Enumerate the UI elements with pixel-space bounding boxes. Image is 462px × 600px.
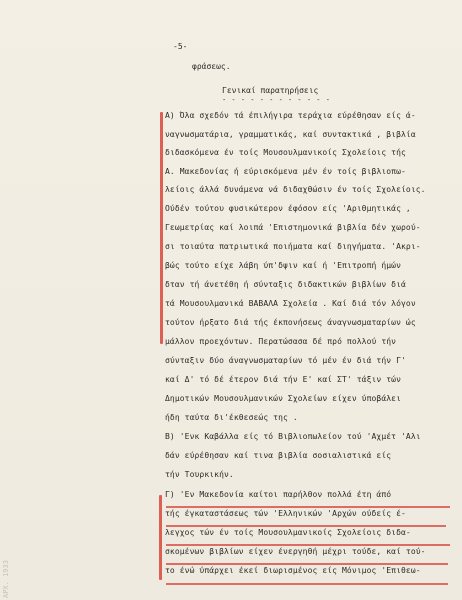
red-underline-5 bbox=[166, 583, 448, 585]
text-line-14: σύνταξιν δύο άναγνωσματαρίων τό μέν έν διά τήν Γ' bbox=[165, 356, 406, 365]
text-line-16: Δημοτικών Μουσουλμανικών Σχολείων είχεν ύποβάλει bbox=[165, 394, 401, 403]
text-line-4: Α. Μακεδονίας ή εύρισκόμενα μέν έν τοίς βιβλιοπω- bbox=[165, 167, 406, 176]
text-line-12: τούτον ήρξατο διά τής έκπονήσεως άναγνωσματαρίων ώς bbox=[165, 318, 416, 327]
text-line-23: λεγχος τών έν τοίς Μουσουλμανικοίς Σχολείοις διδα- bbox=[165, 528, 411, 537]
red-underline-3 bbox=[166, 544, 450, 546]
text-line-1: Α) Όλα σχεδόν τά έπιλήγιρα τεράχια εύρέθησαν είς ά- bbox=[165, 111, 416, 120]
text-line-9: βώς τούτο είχε λάβη ύπ'δψιν καί ή 'Επιτροπή ήμών bbox=[165, 261, 401, 270]
text-line-20: τήν Τουρκικήν. bbox=[165, 470, 234, 479]
text-line-17: ήδη ταύτα δι'έκθεσεώς της . bbox=[165, 413, 298, 422]
text-line-5: λείοις άλλά δυνάμενα νά διδαχθώσιν έν τοίς Σχολείοις. bbox=[165, 185, 426, 194]
text-line-19: δάν εύρέθησαν καί τινα βιβλία σοσιαλιστικά είς bbox=[165, 451, 392, 460]
section-title: Γενικαί παρατηρήσεις bbox=[222, 86, 319, 95]
text-line-3: διδασκόμενα έν τοίς Μουσουλμανικοίς Σχολείοις τής bbox=[165, 148, 406, 157]
text-line-18: Β) 'Ενκ Καβάλλα είς τό Βιβλιοπωλείον τού 'Αχμέτ 'Αλι bbox=[165, 432, 421, 441]
text-line-24: σκομένων βιβλίων είχεν ένεργηθή μέχρι τούδε, καί τού- bbox=[165, 547, 426, 556]
red-margin-bar-bottom bbox=[159, 495, 162, 580]
text-line-22: τής έγκαταστάσεως τών 'Ελληνικών 'Αρχών ούδείς έ- bbox=[165, 509, 406, 518]
title-word: φράσεως. bbox=[192, 62, 231, 71]
red-underline-1 bbox=[166, 506, 450, 508]
margin-stamp: ΑΡΧ. 1933 bbox=[2, 560, 10, 598]
text-line-13: μάλλον προεχόντων. Περατώσασα δέ πρό πολλού τήν bbox=[165, 337, 397, 346]
text-line-15: καί Δ' τό δέ έτερον διά τήν Ε' καί ΣΤ' τάξιν τών bbox=[165, 375, 401, 384]
text-line-8: σι τοιαύτα πατριωτικά ποιήματα καί διηγήματα. 'Ακρι- bbox=[165, 242, 421, 251]
text-line-10: δταν τή άνετέθη ή σύνταξις διδακτικών βιβλίων διά bbox=[165, 280, 406, 289]
text-line-21: Γ) 'Εν Μακεδονία καίτοι παρήλθον πολλά έτη άπό bbox=[165, 490, 392, 499]
red-underline-4 bbox=[166, 563, 448, 565]
red-underline-2 bbox=[166, 525, 446, 527]
text-line-6: Ούδέν τούτου φυσικώτερον έφόσον είς 'Αριθμητικάς , bbox=[165, 204, 411, 213]
text-line-7: Γεωμετρίας καί λοιπά 'Επιστημονικά βιβλία δέν χωρού- bbox=[165, 223, 421, 232]
page-number: -5- bbox=[173, 42, 188, 51]
section-title-underline: - - - - - - - - - - - - bbox=[222, 96, 331, 104]
text-line-2: ναγνωσματάρια, γραμματικάς, καί συντακτικά , βιβλία bbox=[165, 130, 416, 139]
text-line-11: τά Μουσουλμανικά ΒΑΒΑΛΑ Σχολεία . Καί διά τόν λόγον bbox=[165, 299, 416, 308]
red-margin-bar-top bbox=[160, 112, 163, 344]
text-line-25: το ένώ ύπάρχει έκεί διωρισμένος είς Μόνιμος 'Επιθεω- bbox=[165, 566, 421, 575]
